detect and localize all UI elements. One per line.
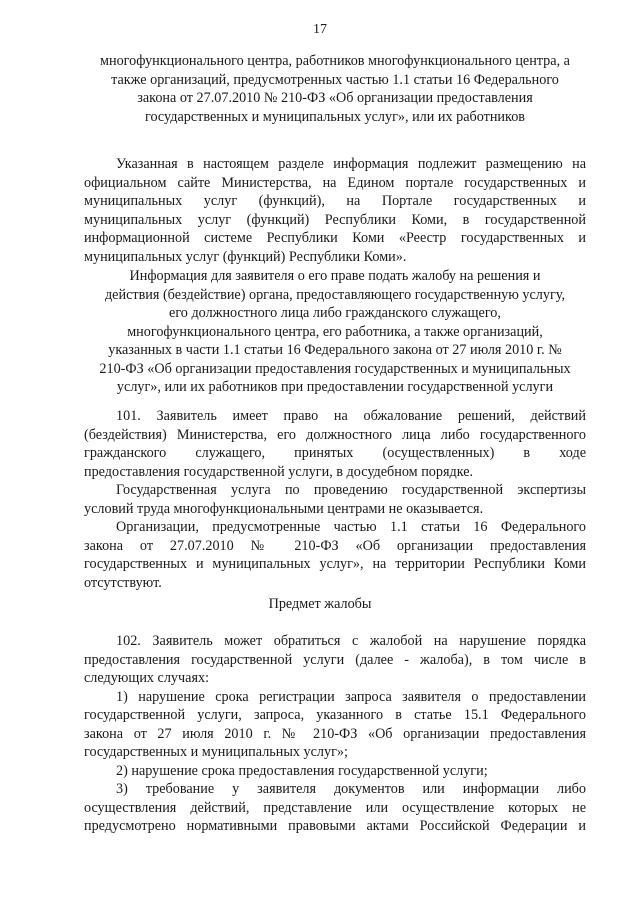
text-line: 101. Заявитель имеет право на обжалование решений, действий xyxy=(116,408,586,424)
section-heading-continuation xyxy=(84,52,586,126)
text-line: официальном сайте Министерства, на Едином портале государственных и xyxy=(84,174,586,191)
text-line: условий труда многофункциональными центрами не оказывается. xyxy=(84,500,484,517)
text-line: Организации, предусмотренные частью 1.1 статьи 16 Федерального xyxy=(116,519,586,535)
paragraph-item-101 xyxy=(84,407,586,592)
text-line: 1) нарушение срока регистрации запроса заявителя о предоставлении xyxy=(116,688,586,705)
text-line: 210-ФЗ «Об организации предоставления государственных и муниципальных xyxy=(99,360,571,377)
text-line: следующих случаях: xyxy=(84,670,210,686)
text-line: многофункционального центра, работников многофункционального центра, а xyxy=(100,53,570,69)
paragraph-publication xyxy=(84,155,586,266)
text-line: также организаций, предусмотренных частью 1.1 статьи 16 Федерального xyxy=(111,71,559,88)
text-line: государственных и муниципальных услуг»; xyxy=(84,744,348,760)
text-line: Государственная услуга по проведению государственной экспертизы xyxy=(116,482,586,498)
text-line: отсутствуют. xyxy=(84,574,162,591)
text-line: предусмотрено нормативными правовыми актами Российской Федерации и xyxy=(84,818,586,834)
text-line: предоставления государственной услуги, в досудебном порядке. xyxy=(84,463,474,480)
text-line: осуществления действий, представление или осуществление которых не xyxy=(84,799,586,816)
text-line: Указанная в настоящем разделе информация подлежит размещению на xyxy=(116,156,586,172)
text-line: многофункционального центра, его работника, а также организаций, xyxy=(127,323,543,340)
text-line: (бездействия) Министерства, его должностного лица либо государственного xyxy=(84,426,586,443)
text-line: действия (бездействие) органа, предоставляющего государственную услугу, xyxy=(104,286,566,303)
section-heading-subject: Предмет жалобы xyxy=(268,596,372,612)
text-line: закона от 27.07.2010 № 210-ФЗ «Об организации предоставления xyxy=(84,537,586,554)
text-line: государственных и муниципальных услуг», или их работников xyxy=(145,108,525,125)
text-line: муниципальных услуг (функций) Республики Коми». xyxy=(84,248,407,265)
text-line: муниципальных услуг (функций) Республики Коми, в государственной xyxy=(84,211,586,228)
text-line: 3) требование у заявителя документов или информации либо xyxy=(116,781,586,797)
page-number: 17 xyxy=(313,22,327,37)
text-line: указанных в части 1.1 статьи 16 Федерального закона от 27 июля 2010 г. № xyxy=(108,342,562,358)
text-line: закона от 27.07.2010 № 210-ФЗ «Об организации предоставления xyxy=(137,90,533,106)
text-line: 102. Заявитель может обратиться с жалобой на нарушение порядка xyxy=(116,633,586,649)
section-heading-complaint-right xyxy=(84,267,586,397)
text-line: его должностного лица либо гражданского служащего, xyxy=(169,305,501,321)
text-line: услуг», или их работников при предоставлении государственной услуги xyxy=(116,379,554,395)
text-line: закона от 27 июля 2010 г. № 210-ФЗ «Об организации предоставления xyxy=(84,725,586,742)
text-line: государственной услуги, запроса, указанного в статье 15.1 Федерального xyxy=(84,707,586,723)
text-line: 2) нарушение срока предоставления государственной услуги; xyxy=(116,762,488,779)
text-line: гражданского служащего, принятых (осуществленных) в ходе xyxy=(84,445,586,461)
text-line: муниципальных услуг (функций), на Портале государственных и xyxy=(84,193,586,209)
text-line: информационной системе Республики Коми «Реестр государственных и xyxy=(84,230,586,246)
text-line: предоставления государственной услуги (далее - жалоба), в том числе в xyxy=(84,651,586,668)
text-line: Информация для заявителя о его праве подать жалобу на решения и xyxy=(129,268,541,284)
text-line: государственных и муниципальных услуг», на территории Республики Коми xyxy=(84,556,586,572)
paragraph-item-102 xyxy=(84,632,586,836)
